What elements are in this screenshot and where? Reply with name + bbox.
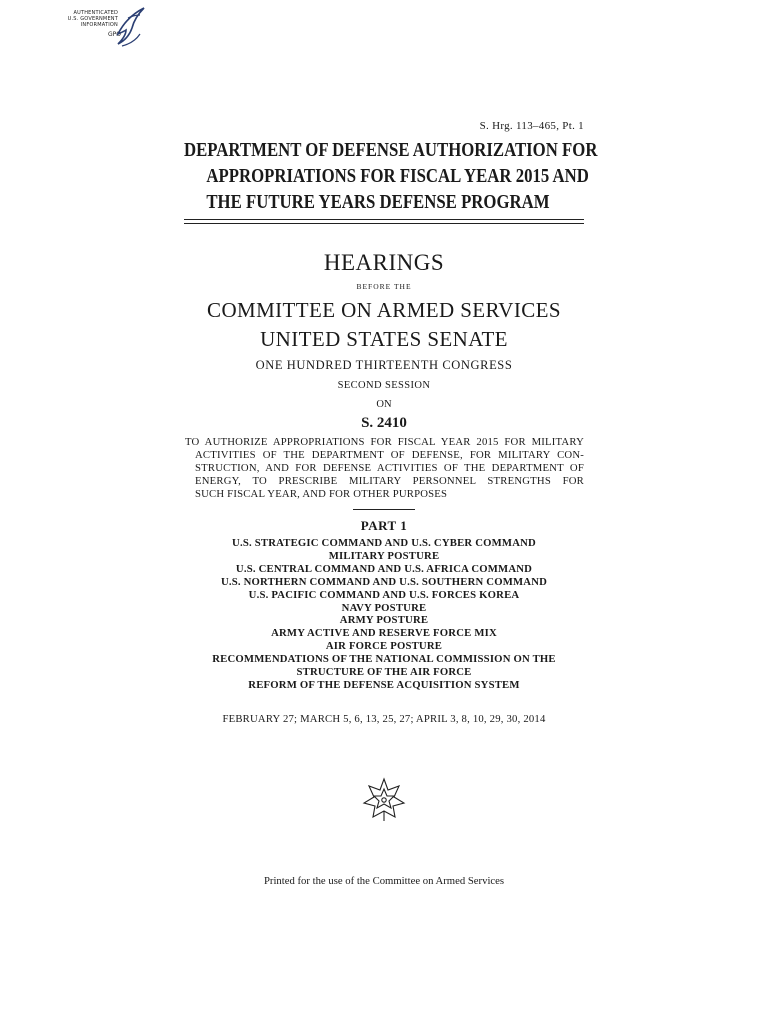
gpo-label: GPO — [108, 31, 121, 38]
topic-item: U.S. PACIFIC COMMAND AND U.S. FORCES KOREA — [248, 588, 520, 601]
seal-line: INFORMATION — [80, 22, 118, 28]
hearing-number: S. Hrg. 113–465, Pt. 1 — [479, 120, 584, 132]
before-the-label: BEFORE THE — [356, 282, 412, 291]
on-label: ON — [376, 399, 392, 410]
topic-item: ARMY POSTURE — [339, 614, 429, 627]
title-line: THE FUTURE YEARS DEFENSE PROGRAM — [206, 192, 550, 213]
committee-name: COMMITTEE ON ARMED SERVICES — [207, 298, 561, 322]
title-double-rule — [184, 219, 584, 224]
document-title — [184, 138, 598, 216]
purpose-line: SUCH FISCAL YEAR, AND FOR OTHER PURPOSES — [195, 488, 448, 500]
hearing-dates: FEBRUARY 27; MARCH 5, 6, 13, 25, 27; APRIL 3, 8, 10, 29, 30, 2014 — [222, 713, 546, 725]
star-ornament-icon — [362, 777, 406, 823]
title-line: DEPARTMENT OF DEFENSE AUTHORIZATION FOR — [184, 140, 598, 161]
seal-line: U.S. GOVERNMENT — [67, 16, 118, 22]
topic-item: U.S. CENTRAL COMMAND AND U.S. AFRICA COMMAND — [235, 562, 533, 575]
topic-item: AIR FORCE POSTURE — [325, 640, 443, 653]
purpose-line: TO AUTHORIZE APPROPRIATIONS FOR FISCAL YEAR 2015 FOR MILITARY — [185, 436, 584, 448]
topic-item: STRUCTURE OF THE AIR FORCE — [296, 666, 472, 679]
bill-purpose — [185, 436, 584, 501]
topic-item: U.S. STRATEGIC COMMAND AND U.S. CYBER COMMAND — [232, 537, 536, 549]
topic-item: MILITARY POSTURE — [328, 549, 440, 562]
hearing-topics — [0, 537, 768, 692]
session-label: SECOND SESSION — [337, 380, 431, 391]
topic-item: ARMY ACTIVE AND RESERVE FORCE MIX — [271, 627, 497, 640]
purpose-line: ENERGY, TO PRESCRIBE MILITARY PERSONNEL STRENGTHS FOR — [195, 475, 584, 487]
document-type: HEARINGS — [323, 250, 445, 275]
congress-label: ONE HUNDRED THIRTEENTH CONGRESS — [255, 358, 513, 372]
topic-item: RECOMMENDATIONS OF THE NATIONAL COMMISSION ON THE — [212, 653, 556, 666]
seal-line: AUTHENTICATED — [73, 10, 118, 16]
section-rule — [353, 509, 415, 510]
part-label: PART 1 — [360, 518, 408, 533]
purpose-line: ACTIVITIES OF THE DEPARTMENT OF DEFENSE, FOR MILITARY CON- — [195, 449, 584, 461]
senate-name: UNITED STATES SENATE — [260, 327, 508, 351]
title-line: APPROPRIATIONS FOR FISCAL YEAR 2015 AND — [206, 166, 589, 187]
eagle-icon — [114, 4, 148, 48]
topic-item: U.S. NORTHERN COMMAND AND U.S. SOUTHERN COMMAND — [220, 575, 548, 588]
printed-for-note: Printed for the use of the Committee on Armed Services — [263, 875, 505, 887]
bill-number: S. 2410 — [361, 415, 407, 431]
topic-item: REFORM OF THE DEFENSE ACQUISITION SYSTEM — [248, 678, 520, 691]
gpo-authentication-seal — [56, 4, 148, 48]
topic-item: NAVY POSTURE — [341, 601, 427, 614]
purpose-line: STRUCTION, AND FOR DEFENSE ACTIVITIES OF THE DEPARTMENT OF — [195, 462, 584, 474]
